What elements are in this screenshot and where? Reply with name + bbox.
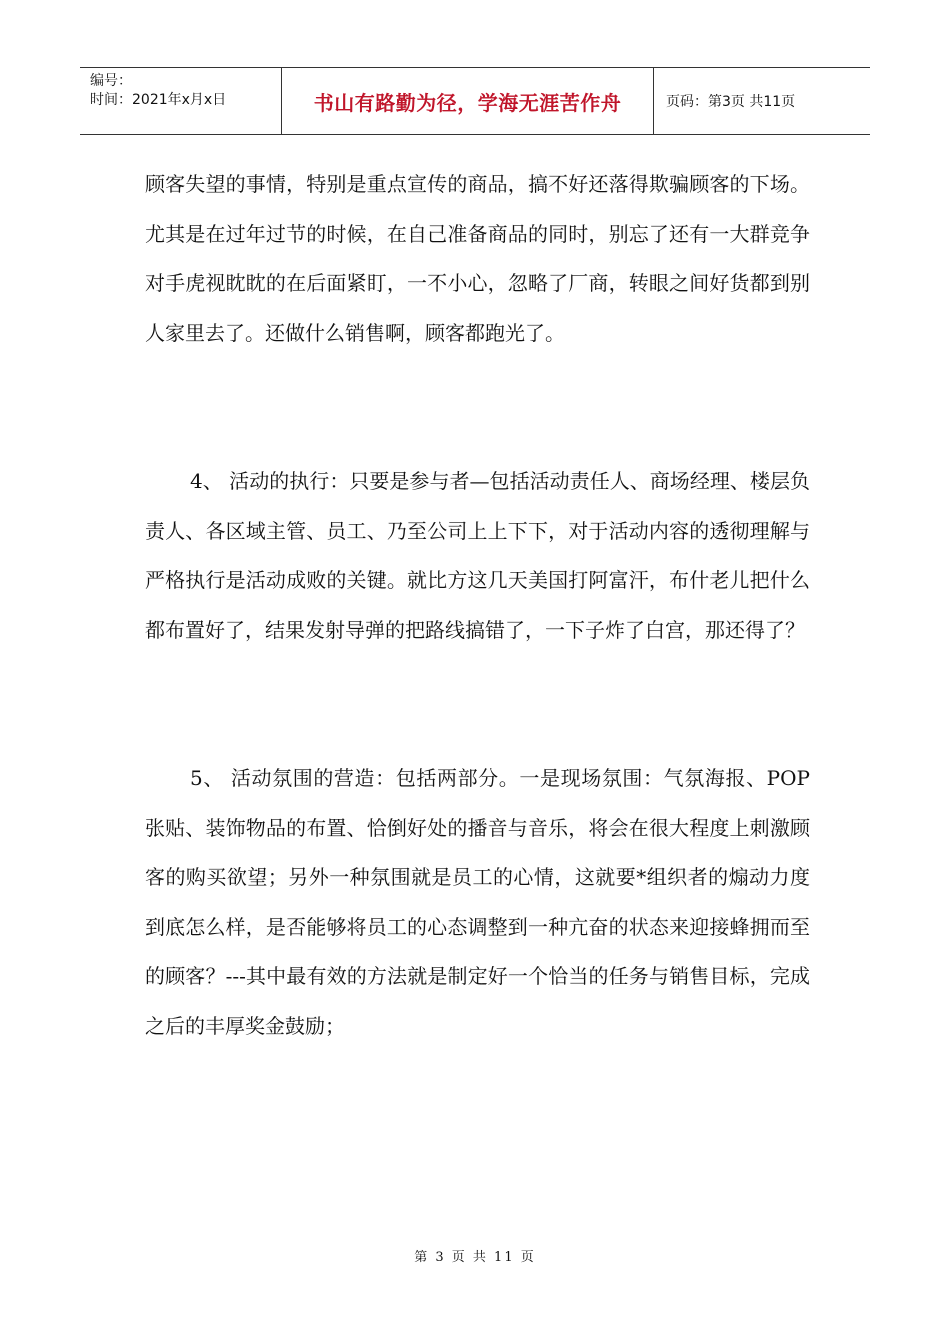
header-motto: 书山有路勤为径，学海无涯苦作舟	[282, 68, 654, 134]
paragraph-spacer	[145, 358, 810, 457]
header-meta	[80, 68, 282, 134]
page-footer: 第 3 页 共 11 页	[414, 1250, 536, 1265]
document-date: 时间：2021年x月x日	[90, 92, 227, 108]
document-number-label: 编号：	[90, 73, 132, 89]
paragraph-item-4: 4、 活动的执行：只要是参与者—包括活动责任人、商场经理、楼层负责人、各区域主管、员工、乃至公司上上下下，对于活动内容的透彻理解与严格执行是活动成败的关键。就比方这几天美国打阿富汗，布什老儿把什么都布置好了，结果发射导弹的把路线搞错了，一下子炸了白宫，那还得了？	[145, 469, 810, 642]
header-page-info: 页码：第3页 共11页	[666, 94, 796, 110]
paragraph-continued: 顾客失望的事情，特别是重点宣传的商品，搞不好还落得欺骗顾客的下场。尤其是在过年过节的时候，在自己准备商品的同时，别忘了还有一大群竞争对手虎视眈眈的在后面紧盯，一不小心，忽略了厂商，转眼之间好货都到别人家里去了。还做什么销售啊，顾客都跑光了。	[145, 172, 810, 345]
document-body	[145, 160, 810, 1051]
document-header	[80, 67, 870, 135]
paragraph-spacer	[145, 655, 810, 754]
paragraph-item-5: 5、 活动氛围的营造：包括两部分。一是现场氛围：气氛海报、POP张贴、装饰物品的布置、恰倒好处的播音与音乐，将会在很大程度上刺激顾客的购买欲望；另外一种氛围就是员工的心情，这就要*组织者的煽动力度到底怎么样，是否能够将员工的心态调整到一种亢奋的状态来迎接蜂拥而至的顾客？---其中最有效的方法就是制定好一个恰当的任务与销售目标，完成之后的丰厚奖金鼓励；	[145, 766, 810, 1038]
